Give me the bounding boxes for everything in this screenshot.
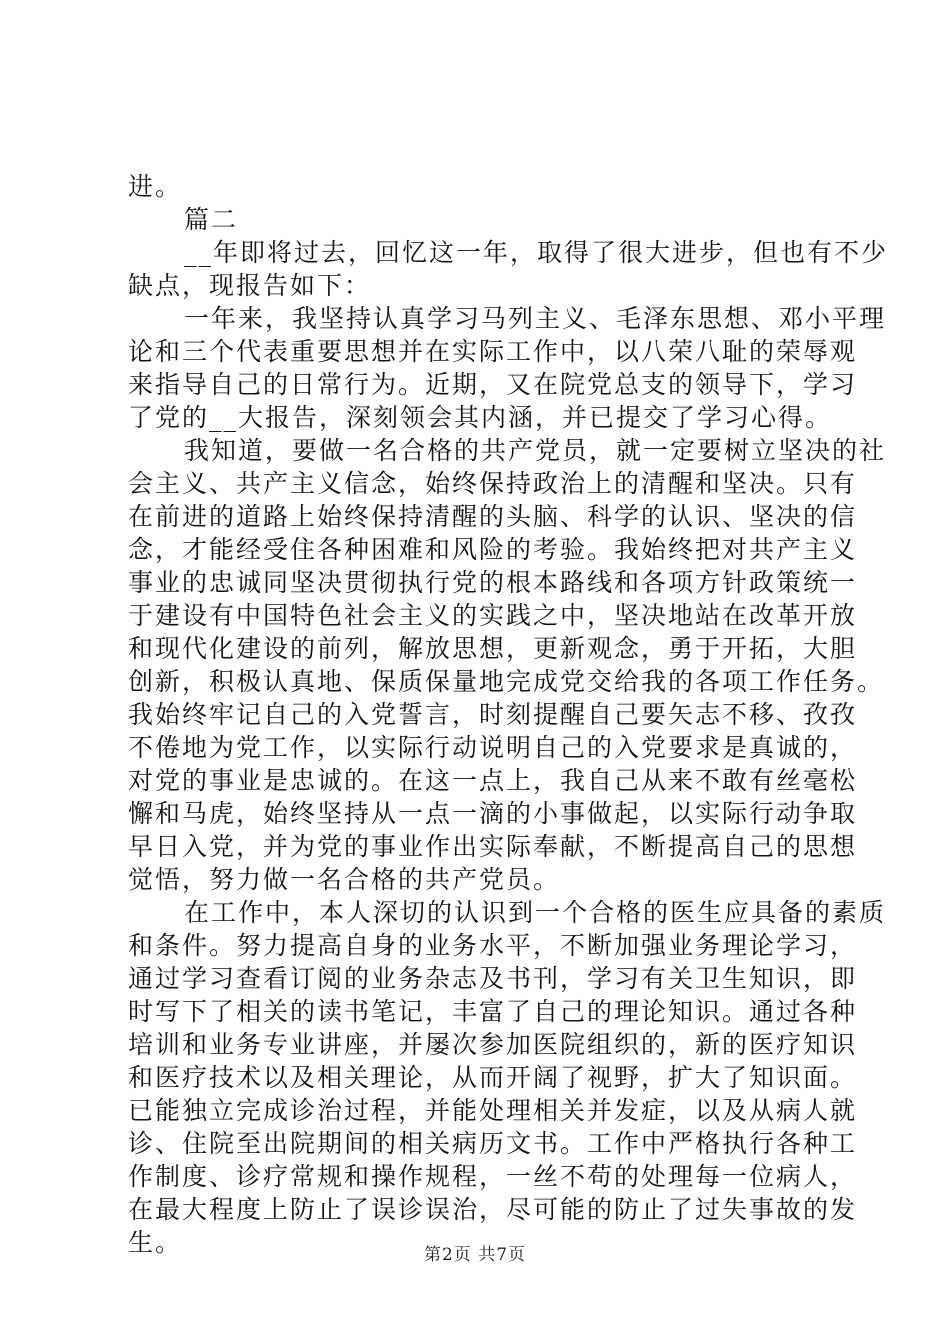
text-line: __年即将过去，回忆这一年，取得了很大进步，但也有不少 <box>184 238 889 267</box>
text-line: 不倦地为党工作，以实际行动说明自己的入党要求是真诚的， <box>128 733 858 762</box>
text-line: 和医疗技术以及相关理论，从而开阔了视野，扩大了知识面。 <box>128 1063 858 1092</box>
text-line: 在前进的道路上始终保持清醒的头脑、科学的认识、坚决的信 <box>128 502 858 531</box>
text-line: 进。 <box>128 172 183 201</box>
text-line: 了党的__大报告，深刻领会其内涵，并已提交了学习心得。 <box>128 403 833 432</box>
page-number-footer: 第2页 共7页 <box>423 1245 527 1265</box>
text-line: 早日入党，并为党的事业作出实际奉献，不断提高自己的思想 <box>128 832 858 861</box>
text-line: 论和三个代表重要思想并在实际工作中，以八荣八耻的荣辱观 <box>128 337 858 366</box>
text-line: 诊、住院至出院期间的相关病历文书。工作中严格执行各种工 <box>128 1129 858 1158</box>
document-body <box>128 170 889 1259</box>
text-line: 生。 <box>128 1228 183 1257</box>
text-line: 培训和业务专业讲座，并屡次参加医院组织的，新的医疗知识 <box>128 1030 858 1059</box>
text-line: 在最大程度上防止了误诊误治，尽可能的防止了过失事故的发 <box>128 1195 858 1224</box>
text-line: 事业的忠诚同坚决贯彻执行党的根本路线和各项方针政策统一 <box>128 568 858 597</box>
text-line: 创新，积极认真地、保质保量地完成党交给我的各项工作任务。 <box>128 667 885 696</box>
text-line: 一年来，我坚持认真学习马列主义、毛泽东思想、邓小平理 <box>184 304 887 333</box>
text-line: 作制度、诊疗常规和操作规程，一丝不苟的处理每一位病人， <box>128 1162 858 1191</box>
text-line: 在工作中，本人深切的认识到一个合格的医生应具备的素质 <box>184 898 887 927</box>
text-line: 缺点，现报告如下： <box>128 271 372 300</box>
text-line: 我知道，要做一名合格的共产党员，就一定要树立坚决的社 <box>184 436 887 465</box>
text-line: 会主义、共产主义信念，始终保持政治上的清醒和坚决。只有 <box>128 469 858 498</box>
text-line: 念，才能经受住各种困难和风险的考验。我始终把对共产主义 <box>128 535 858 564</box>
text-line: 觉悟，努力做一名合格的共产党员。 <box>128 865 561 894</box>
section-heading: 篇二 <box>184 205 239 234</box>
text-line: 和现代化建设的前列，解放思想，更新观念，勇于开拓，大胆 <box>128 634 858 663</box>
text-line: 对党的事业是忠诚的。在这一点上，我自己从来不敢有丝毫松 <box>128 766 858 795</box>
text-line: 我始终牢记自己的入党誓言，时刻提醒自己要矢志不移、孜孜 <box>128 700 858 729</box>
text-line: 和条件。努力提高自身的业务水平，不断加强业务理论学习， <box>128 931 858 960</box>
text-line: 时写下了相关的读书笔记，丰富了自己的理论知识。通过各种 <box>128 997 858 1026</box>
text-line: 于建设有中国特色社会主义的实践之中，坚决地站在改革开放 <box>128 601 858 630</box>
text-line: 来指导自己的日常行为。近期，又在院党总支的领导下，学习 <box>128 370 858 399</box>
text-line: 已能独立完成诊治过程，并能处理相关并发症，以及从病人就 <box>128 1096 858 1125</box>
text-line: 懈和马虎，始终坚持从一点一滴的小事做起，以实际行动争取 <box>128 799 858 828</box>
text-line: 通过学习查看订阅的业务杂志及书刊，学习有关卫生知识，即 <box>128 964 858 993</box>
